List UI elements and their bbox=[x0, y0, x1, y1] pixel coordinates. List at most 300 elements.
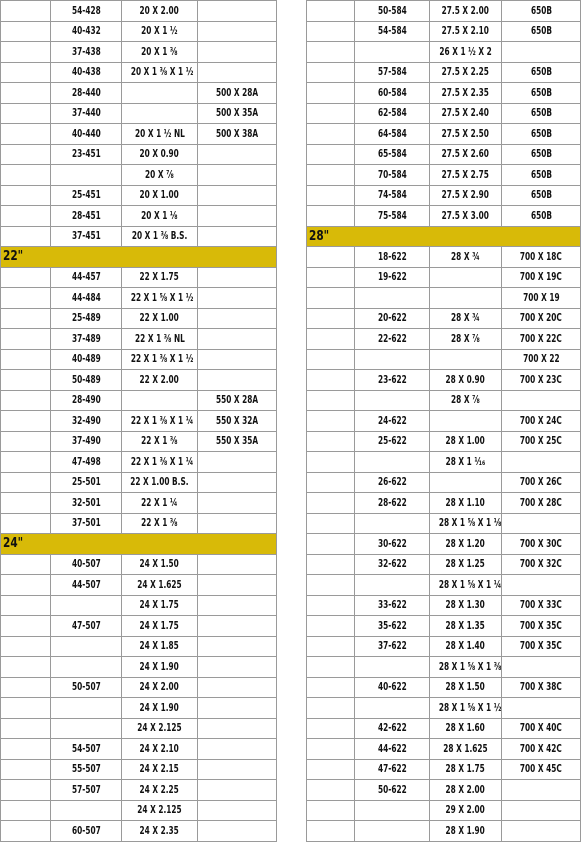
blank-cell bbox=[307, 329, 355, 350]
inch-size-text: 26 X 1 ½ X 2 bbox=[439, 45, 492, 58]
french-size-cell bbox=[502, 513, 581, 534]
table-row bbox=[1, 370, 277, 391]
blank-cell bbox=[1, 800, 51, 821]
table-row bbox=[307, 288, 581, 309]
blank-cell bbox=[307, 165, 355, 186]
table-row bbox=[307, 165, 581, 186]
french-size-text: 700 X 40C bbox=[520, 722, 563, 735]
blank-cell bbox=[1, 472, 51, 493]
inch-size-text: 27.5 X 2.00 bbox=[442, 4, 490, 17]
french-size-cell bbox=[502, 657, 581, 678]
etrto-size-text: 23-622 bbox=[377, 373, 407, 386]
etrto-size-cell bbox=[355, 739, 430, 760]
etrto-size-text: 40-440 bbox=[71, 127, 101, 140]
etrto-size-cell bbox=[51, 349, 122, 370]
french-size-cell bbox=[502, 144, 581, 165]
inch-size-text: 28 X 1.20 bbox=[446, 537, 486, 550]
table-row bbox=[1, 780, 277, 801]
section-header bbox=[307, 226, 581, 247]
etrto-size-text: 26-622 bbox=[377, 476, 407, 489]
blank-cell bbox=[1, 739, 51, 760]
blank-cell bbox=[1, 185, 51, 206]
right-size-table-body bbox=[307, 1, 581, 842]
etrto-size-cell bbox=[51, 42, 122, 63]
table-row bbox=[1, 493, 277, 514]
french-size-text: 500 X 28A bbox=[216, 86, 259, 99]
table-row bbox=[307, 103, 581, 124]
etrto-size-text: 18-622 bbox=[377, 250, 407, 263]
inch-size-cell bbox=[121, 800, 198, 821]
inch-size-cell bbox=[121, 308, 198, 329]
etrto-size-cell bbox=[355, 62, 430, 83]
inch-size-text: 20 X 2.00 bbox=[140, 4, 180, 17]
etrto-size-cell bbox=[355, 185, 430, 206]
inch-size-cell bbox=[429, 636, 502, 657]
inch-size-cell bbox=[429, 452, 502, 473]
inch-size-cell bbox=[429, 1, 502, 22]
french-size-text: 700 X 33C bbox=[520, 599, 563, 612]
inch-size-cell bbox=[121, 62, 198, 83]
inch-size-cell bbox=[121, 616, 198, 637]
inch-size-cell bbox=[121, 718, 198, 739]
blank-cell bbox=[1, 21, 51, 42]
etrto-size-text: 37-440 bbox=[71, 107, 101, 120]
table-row bbox=[1, 595, 277, 616]
french-size-cell bbox=[502, 390, 581, 411]
french-size-text: 700 X 22C bbox=[520, 332, 563, 345]
table-row bbox=[307, 534, 581, 555]
blank-cell bbox=[307, 698, 355, 719]
blank-cell bbox=[307, 575, 355, 596]
section-header-row bbox=[307, 226, 581, 247]
french-size-cell bbox=[198, 513, 277, 534]
blank-cell bbox=[1, 144, 51, 165]
inch-size-cell bbox=[429, 21, 502, 42]
french-size-cell bbox=[502, 452, 581, 473]
table-row bbox=[307, 21, 581, 42]
etrto-size-cell bbox=[51, 411, 122, 432]
blank-cell bbox=[1, 657, 51, 678]
french-size-cell bbox=[502, 554, 581, 575]
etrto-size-cell bbox=[355, 206, 430, 227]
french-size-cell bbox=[502, 616, 581, 637]
etrto-size-cell bbox=[51, 452, 122, 473]
inch-size-cell bbox=[121, 431, 198, 452]
blank-cell bbox=[307, 780, 355, 801]
etrto-size-text: 24-622 bbox=[377, 414, 407, 427]
etrto-size-cell bbox=[51, 1, 122, 22]
french-size-cell bbox=[198, 431, 277, 452]
table-row bbox=[307, 513, 581, 534]
inch-size-cell bbox=[121, 657, 198, 678]
inch-size-text: 24 X 2.15 bbox=[140, 763, 180, 776]
inch-size-text: 24 X 2.125 bbox=[137, 722, 182, 735]
french-size-cell bbox=[198, 185, 277, 206]
blank-cell bbox=[307, 288, 355, 309]
french-size-text: 500 X 35A bbox=[216, 107, 259, 120]
etrto-size-text: 50-622 bbox=[377, 783, 407, 796]
blank-cell bbox=[1, 83, 51, 104]
etrto-size-cell bbox=[51, 431, 122, 452]
etrto-size-cell bbox=[355, 83, 430, 104]
french-size-cell bbox=[198, 800, 277, 821]
blank-cell bbox=[307, 1, 355, 22]
etrto-size-cell bbox=[51, 657, 122, 678]
french-size-text: 700 X 19 bbox=[522, 291, 560, 304]
table-row bbox=[1, 206, 277, 227]
inch-size-text: 28 X 1.35 bbox=[446, 619, 486, 632]
etrto-size-cell bbox=[51, 513, 122, 534]
french-size-cell bbox=[502, 718, 581, 739]
etrto-size-text: 40-489 bbox=[71, 353, 101, 366]
etrto-size-cell bbox=[51, 616, 122, 637]
blank-cell bbox=[307, 636, 355, 657]
inch-size-text: 28 X 1.625 bbox=[443, 742, 488, 755]
table-row bbox=[1, 718, 277, 739]
table-row bbox=[1, 800, 277, 821]
french-size-cell bbox=[502, 677, 581, 698]
etrto-size-cell bbox=[355, 390, 430, 411]
etrto-size-text: 25-489 bbox=[71, 312, 101, 325]
inch-size-text: 27.5 X 2.60 bbox=[442, 148, 490, 161]
table-row bbox=[307, 636, 581, 657]
blank-cell bbox=[1, 411, 51, 432]
section-header-label: 24" bbox=[3, 536, 24, 552]
blank-cell bbox=[1, 554, 51, 575]
blank-cell bbox=[1, 390, 51, 411]
table-row bbox=[307, 42, 581, 63]
french-size-cell bbox=[198, 390, 277, 411]
blank-cell bbox=[307, 493, 355, 514]
etrto-size-cell bbox=[355, 1, 430, 22]
etrto-size-cell bbox=[355, 452, 430, 473]
blank-cell bbox=[307, 513, 355, 534]
french-size-cell bbox=[502, 411, 581, 432]
french-size-text: 700 X 20C bbox=[520, 312, 563, 325]
inch-size-text: 22 X 1.00 B.S. bbox=[130, 476, 189, 489]
etrto-size-text: 44-622 bbox=[377, 742, 407, 755]
inch-size-text: 20 X 1 ½ NL bbox=[134, 127, 185, 140]
inch-size-text: 22 X 1 ⅜ X 1 ¼ bbox=[130, 455, 194, 468]
blank-cell bbox=[1, 698, 51, 719]
blank-cell bbox=[307, 83, 355, 104]
table-row bbox=[307, 411, 581, 432]
french-size-cell bbox=[502, 821, 581, 842]
inch-size-cell bbox=[121, 124, 198, 145]
inch-size-cell bbox=[121, 739, 198, 760]
inch-size-cell bbox=[429, 165, 502, 186]
blank-cell bbox=[1, 62, 51, 83]
inch-size-text: 24 X 1.50 bbox=[140, 558, 180, 571]
table-row bbox=[307, 390, 581, 411]
french-size-cell bbox=[502, 759, 581, 780]
etrto-size-cell bbox=[51, 370, 122, 391]
table-row bbox=[1, 616, 277, 637]
section-header bbox=[1, 247, 277, 268]
etrto-size-cell bbox=[355, 657, 430, 678]
inch-size-text: 20 X 1 ½ bbox=[141, 25, 178, 38]
blank-cell bbox=[307, 103, 355, 124]
inch-size-text: 20 X ⅞ bbox=[145, 168, 174, 181]
french-size-cell bbox=[198, 636, 277, 657]
french-size-cell bbox=[198, 759, 277, 780]
french-size-text: 650B bbox=[530, 168, 552, 181]
etrto-size-cell bbox=[51, 739, 122, 760]
table-row bbox=[1, 165, 277, 186]
inch-size-text: 28 X 1 ¹⁄₁₆ bbox=[445, 455, 486, 468]
inch-size-cell bbox=[121, 185, 198, 206]
table-row bbox=[307, 718, 581, 739]
etrto-size-text: 28-622 bbox=[377, 496, 407, 509]
inch-size-cell bbox=[121, 144, 198, 165]
etrto-size-cell bbox=[355, 349, 430, 370]
inch-size-text: 28 X 0.90 bbox=[446, 373, 486, 386]
section-header-label: 22" bbox=[3, 249, 24, 265]
inch-size-text: 28 X 1.60 bbox=[446, 722, 486, 735]
french-size-cell bbox=[502, 329, 581, 350]
french-size-cell bbox=[502, 267, 581, 288]
table-row bbox=[307, 452, 581, 473]
inch-size-text: 22 X 1 ⅝ X 1 ½ bbox=[130, 291, 194, 304]
etrto-size-cell bbox=[355, 308, 430, 329]
table-row bbox=[307, 144, 581, 165]
inch-size-text: 20 X 1 ⅜ B.S. bbox=[131, 230, 188, 243]
inch-size-cell bbox=[121, 780, 198, 801]
french-size-cell bbox=[198, 493, 277, 514]
blank-cell bbox=[1, 103, 51, 124]
inch-size-text: 29 X 2.00 bbox=[446, 804, 486, 817]
table-row bbox=[1, 452, 277, 473]
table-row bbox=[1, 513, 277, 534]
french-size-text: 550 X 28A bbox=[216, 394, 259, 407]
table-row bbox=[1, 636, 277, 657]
etrto-size-text: 75-584 bbox=[377, 209, 407, 222]
etrto-size-text: 50-489 bbox=[71, 373, 101, 386]
table-row bbox=[1, 83, 277, 104]
inch-size-cell bbox=[121, 21, 198, 42]
blank-cell bbox=[1, 267, 51, 288]
etrto-size-cell bbox=[51, 267, 122, 288]
etrto-size-cell bbox=[51, 554, 122, 575]
french-size-cell bbox=[198, 1, 277, 22]
etrto-size-cell bbox=[355, 780, 430, 801]
etrto-size-cell bbox=[355, 288, 430, 309]
french-size-cell bbox=[502, 206, 581, 227]
inch-size-text: 28 X 1 ⅝ X 1 ½ bbox=[438, 701, 502, 714]
french-size-text: 700 X 22 bbox=[522, 353, 560, 366]
inch-size-cell bbox=[429, 83, 502, 104]
etrto-size-cell bbox=[51, 759, 122, 780]
inch-size-cell bbox=[429, 472, 502, 493]
blank-cell bbox=[307, 739, 355, 760]
inch-size-cell bbox=[429, 185, 502, 206]
blank-cell bbox=[1, 513, 51, 534]
french-size-cell bbox=[502, 780, 581, 801]
blank-cell bbox=[307, 206, 355, 227]
etrto-size-cell bbox=[51, 206, 122, 227]
inch-size-cell bbox=[429, 349, 502, 370]
etrto-size-text: 28-490 bbox=[71, 394, 101, 407]
inch-size-cell bbox=[121, 390, 198, 411]
table-row bbox=[1, 554, 277, 575]
etrto-size-cell bbox=[355, 267, 430, 288]
blank-cell bbox=[1, 575, 51, 596]
blank-cell bbox=[307, 370, 355, 391]
inch-size-cell bbox=[429, 390, 502, 411]
french-size-text: 650B bbox=[530, 86, 552, 99]
blank-cell bbox=[307, 185, 355, 206]
inch-size-text: 28 X ¾ bbox=[451, 250, 480, 263]
table-row bbox=[1, 1, 277, 22]
french-size-text: 650B bbox=[530, 209, 552, 222]
etrto-size-text: 37-451 bbox=[71, 230, 101, 243]
left-size-table-body bbox=[1, 1, 277, 842]
blank-cell bbox=[1, 308, 51, 329]
french-size-cell bbox=[502, 165, 581, 186]
blank-cell bbox=[1, 288, 51, 309]
table-row bbox=[307, 349, 581, 370]
french-size-cell bbox=[198, 575, 277, 596]
french-size-cell bbox=[198, 554, 277, 575]
inch-size-cell bbox=[121, 1, 198, 22]
inch-size-cell bbox=[121, 636, 198, 657]
blank-cell bbox=[1, 349, 51, 370]
blank-cell bbox=[1, 595, 51, 616]
etrto-size-cell bbox=[355, 411, 430, 432]
french-size-cell bbox=[502, 185, 581, 206]
inch-size-cell bbox=[121, 206, 198, 227]
french-size-cell bbox=[198, 472, 277, 493]
inch-size-text: 27.5 X 2.10 bbox=[442, 25, 490, 38]
blank-cell bbox=[1, 124, 51, 145]
french-size-cell bbox=[502, 103, 581, 124]
etrto-size-text: 60-584 bbox=[377, 86, 407, 99]
inch-size-text: 22 X 1 ⅜ bbox=[141, 435, 178, 448]
etrto-size-text: 28-440 bbox=[71, 86, 101, 99]
french-size-cell bbox=[198, 83, 277, 104]
etrto-size-cell bbox=[355, 124, 430, 145]
table-row bbox=[307, 472, 581, 493]
french-size-cell bbox=[198, 821, 277, 842]
french-size-cell bbox=[198, 288, 277, 309]
inch-size-cell bbox=[121, 554, 198, 575]
blank-cell bbox=[1, 226, 51, 247]
french-size-cell bbox=[198, 329, 277, 350]
inch-size-text: 24 X 1.90 bbox=[140, 660, 180, 673]
etrto-size-cell bbox=[355, 21, 430, 42]
table-row bbox=[307, 1, 581, 22]
inch-size-text: 24 X 1.75 bbox=[140, 599, 180, 612]
etrto-size-cell bbox=[355, 677, 430, 698]
etrto-size-cell bbox=[355, 329, 430, 350]
inch-size-cell bbox=[429, 62, 502, 83]
french-size-cell bbox=[502, 575, 581, 596]
french-size-cell bbox=[198, 677, 277, 698]
etrto-size-text: 23-451 bbox=[71, 148, 101, 161]
etrto-size-cell bbox=[355, 493, 430, 514]
french-size-text: 650B bbox=[530, 127, 552, 140]
table-row bbox=[307, 267, 581, 288]
french-size-text: 700 X 45C bbox=[520, 763, 563, 776]
blank-cell bbox=[307, 62, 355, 83]
inch-size-cell bbox=[429, 247, 502, 268]
blank-cell bbox=[1, 206, 51, 227]
etrto-size-text: 65-584 bbox=[377, 148, 407, 161]
etrto-size-cell bbox=[51, 185, 122, 206]
inch-size-text: 22 X 2.00 bbox=[140, 373, 180, 386]
french-size-cell bbox=[198, 62, 277, 83]
blank-cell bbox=[307, 616, 355, 637]
blank-cell bbox=[1, 780, 51, 801]
inch-size-text: 27.5 X 2.35 bbox=[442, 86, 490, 99]
etrto-size-cell bbox=[51, 62, 122, 83]
blank-cell bbox=[1, 636, 51, 657]
table-row bbox=[1, 349, 277, 370]
etrto-size-cell bbox=[51, 226, 122, 247]
table-row bbox=[1, 411, 277, 432]
inch-size-cell bbox=[429, 124, 502, 145]
table-row bbox=[307, 616, 581, 637]
blank-cell bbox=[1, 718, 51, 739]
blank-cell bbox=[1, 370, 51, 391]
etrto-size-text: 40-622 bbox=[377, 681, 407, 694]
blank-cell bbox=[307, 595, 355, 616]
table-row bbox=[1, 124, 277, 145]
inch-size-cell bbox=[121, 698, 198, 719]
etrto-size-cell bbox=[355, 370, 430, 391]
inch-size-text: 22 X 1.75 bbox=[140, 271, 180, 284]
table-row bbox=[307, 329, 581, 350]
blank-cell bbox=[307, 144, 355, 165]
inch-size-cell bbox=[429, 206, 502, 227]
table-row bbox=[307, 431, 581, 452]
etrto-size-text: 47-507 bbox=[71, 619, 101, 632]
table-row bbox=[307, 554, 581, 575]
inch-size-cell bbox=[121, 452, 198, 473]
inch-size-text: 24 X 2.10 bbox=[140, 742, 180, 755]
blank-cell bbox=[307, 411, 355, 432]
etrto-size-text: 40-507 bbox=[71, 558, 101, 571]
french-size-text: 650B bbox=[530, 189, 552, 202]
blank-cell bbox=[307, 390, 355, 411]
blank-cell bbox=[307, 534, 355, 555]
blank-cell bbox=[307, 349, 355, 370]
french-size-cell bbox=[502, 472, 581, 493]
etrto-size-text: 40-432 bbox=[71, 25, 101, 38]
french-size-cell bbox=[198, 21, 277, 42]
blank-cell bbox=[307, 821, 355, 842]
inch-size-text: 24 X 2.125 bbox=[137, 804, 182, 817]
inch-size-cell bbox=[429, 759, 502, 780]
table-row bbox=[307, 247, 581, 268]
inch-size-text: 28 X 2.00 bbox=[446, 783, 486, 796]
etrto-size-cell bbox=[51, 390, 122, 411]
french-size-text: 700 X 23C bbox=[520, 373, 563, 386]
inch-size-text: 28 X 1.75 bbox=[446, 763, 486, 776]
blank-cell bbox=[1, 616, 51, 637]
etrto-size-cell bbox=[51, 308, 122, 329]
blank-cell bbox=[307, 759, 355, 780]
blank-cell bbox=[307, 431, 355, 452]
inch-size-text: 28 X 1.90 bbox=[446, 824, 486, 837]
blank-cell bbox=[1, 452, 51, 473]
french-size-cell bbox=[198, 780, 277, 801]
inch-size-cell bbox=[429, 411, 502, 432]
etrto-size-text: 50-584 bbox=[377, 4, 407, 17]
blank-cell bbox=[307, 42, 355, 63]
etrto-size-cell bbox=[355, 759, 430, 780]
table-row bbox=[1, 21, 277, 42]
